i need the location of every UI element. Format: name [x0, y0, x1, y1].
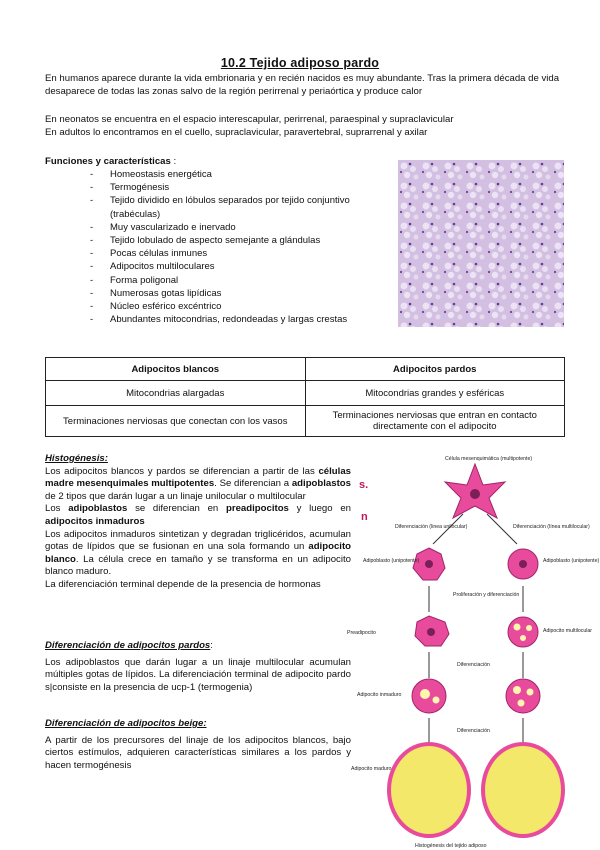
beige-diff-heading: Diferenciación de adipocitos beige: [45, 718, 207, 729]
bold-text: adipoblastos [291, 478, 351, 490]
beige-diff-text: A partir de los precursores del linaje de los adipocitos blancos, bajo ciertos estímulos, adquieren características similares a los pardos y hacen termogénesis [45, 734, 351, 771]
histogenesis-paragraph-4: La diferenciación terminal depende de la presencia de hormonas [45, 578, 321, 590]
adipocyte-differentiation-diagram [345, 450, 600, 850]
bold-text: adipocito blanco [45, 541, 351, 565]
nucleus [425, 560, 433, 568]
lipid-drop [518, 700, 525, 707]
bold-text: adipoblastos [68, 503, 128, 515]
text: de 2 tipos que darán lugar a un linaje unilocular o multilocular [45, 490, 306, 502]
text: se diferencian en [127, 503, 226, 515]
histogenesis-paragraph-2 [45, 503, 351, 528]
bold-text: adipocitos inmaduros [45, 515, 145, 527]
text: . Se diferencian a [214, 478, 292, 490]
functions-heading: Funciones y características [45, 156, 171, 167]
multilocular-cell [508, 617, 538, 647]
list-item: - Numerosas gotas lipídicas [90, 287, 390, 300]
histogenesis-paragraph-3 [45, 529, 351, 579]
brown-adipose-micrograph [398, 160, 564, 327]
functions-list [90, 168, 390, 326]
lipid-drop [420, 689, 430, 699]
histogenesis-paragraph-1 [45, 466, 351, 504]
text: Los adipocitos blancos y pardos se diferencian a partir de las [45, 465, 319, 477]
histogenesis-section [45, 453, 351, 592]
label-adipoblast-right: Adipoblasto (unipotente) [543, 558, 600, 564]
brown-diff-heading: Diferenciación de adipocitos pardos [45, 640, 211, 651]
table-cell: Terminaciones nerviosas que conectan con los vasos [46, 406, 306, 437]
list-item: - Tejido dividido en lóbulos separados por tejido conjuntivo (trabéculas) [90, 194, 390, 220]
list-item: - Núcleo esférico excéntrico [90, 300, 390, 313]
label-adipoblast-left: Adipoblasto (unipotente) [363, 558, 420, 564]
intro-paragraph-2: En neonatos se encuentra en el espacio interescapular, perirrenal, paraespinal y supraclavicular [45, 114, 454, 125]
beige-diff-section [45, 718, 351, 772]
list-item: - Adipocitos multiloculares [90, 260, 390, 273]
histogenesis-heading: Histogénesis: [45, 453, 108, 464]
brown-diff-text: Los adipoblastos que darán lugar a un linaje multilocular acumulan múltiples gotas de lípidos. La diferenciación terminal de adipocito pardo s|consiste en la presencia de ucp-1 (termogenia) [45, 656, 351, 693]
list-item: - Tejido lobulado de aspecto semejante a glándulas [90, 234, 390, 247]
label-multilocular: Adipocito multilocular [543, 628, 593, 634]
lipid-drop [513, 686, 521, 694]
intro-paragraph-1: En humanos aparece durante la vida embrionaria y en recién nacidos es muy abundante. Tras la primera década de vida desaparece de todas las zonas salvo de la región perirrenal y periaórtica y produce calor [45, 73, 560, 97]
lipid-drop [520, 635, 526, 641]
nucleus [519, 560, 527, 568]
table-header-brown: Adipocitos pardos [305, 358, 565, 381]
bold-text: células madre mesenquimales multipotentes [45, 465, 351, 490]
label-diferenciacion-2: Diferenciación [457, 728, 490, 734]
multilocular-cell-2 [506, 679, 540, 713]
brown-diff-colon: : [210, 640, 213, 651]
label-prolif: Proliferación y diferenciación [453, 592, 520, 598]
table-row [46, 406, 565, 437]
label-top: Célula mesenquimática (multipotente) [445, 456, 533, 462]
label-bottom: Histogénesis del tejido adiposo [415, 843, 487, 849]
mature-white-adipocyte [389, 744, 469, 836]
table-row [46, 381, 565, 406]
text: Los [45, 503, 69, 515]
list-item: - Termogénesis [90, 181, 390, 194]
label-preadipocyte: Preadipocito [347, 630, 376, 636]
list-item: - Abundantes mitocondrias, redondeadas y largas crestas [90, 313, 390, 326]
cut-fragment-n: n [361, 511, 368, 523]
lipid-drop [514, 624, 521, 631]
page-title: 10.2 Tejido adiposo pardo [220, 56, 380, 70]
list-item: - Forma poligonal [90, 274, 390, 287]
mature-adipocyte-right [483, 744, 563, 836]
bold-text: preadipocitos [225, 503, 289, 515]
label-diff-right: Diferenciación (línea multilocular) [513, 524, 590, 530]
nucleus [470, 489, 480, 499]
list-item: - Muy vascularizado e inervado [90, 221, 390, 234]
text: y luego en [288, 503, 351, 515]
table-cell: Mitocondrias grandes y esféricas [305, 381, 565, 406]
comparison-table [45, 357, 565, 437]
brown-diff-section [45, 640, 351, 694]
list-item: - Pocas células inmunes [90, 247, 390, 260]
label-mature: Adipocito maduro [351, 766, 392, 772]
label-diff-left: Diferenciación (linea unilocular) [395, 524, 468, 530]
label-immature: Adipocito inmaduro [357, 692, 402, 698]
cut-fragment-s: s. [359, 479, 369, 491]
table-header-white: Adipocitos blancos [46, 358, 306, 381]
nucleus [427, 628, 435, 636]
brown-diff-heading-line [45, 640, 351, 653]
lipid-drop [526, 625, 532, 631]
label-diferenciacion-1: Diferenciación [457, 662, 490, 668]
list-item: - Homeostasis energética [90, 168, 390, 181]
text: . La célula crece en tamaño y se transforma en un adipocito blanco maduro. [45, 553, 351, 578]
functions-heading-colon: : [170, 156, 177, 167]
lipid-drop [433, 697, 440, 704]
text: Los adipocitos inmaduros sintetizan y degradan triglicéridos, acumulan gotas de lípidos que se fusionan en una sola formando un [45, 528, 351, 553]
lipid-drop [527, 689, 534, 696]
table-cell: Mitocondrias alargadas [46, 381, 306, 406]
table-cell: Terminaciones nerviosas que entran en contacto directamente con el adipocito [305, 406, 565, 437]
intro-paragraph-3: En adultos lo encontramos en el cuello, supraclavicular, paravertebral, suprarrenal y axilar [45, 127, 428, 138]
